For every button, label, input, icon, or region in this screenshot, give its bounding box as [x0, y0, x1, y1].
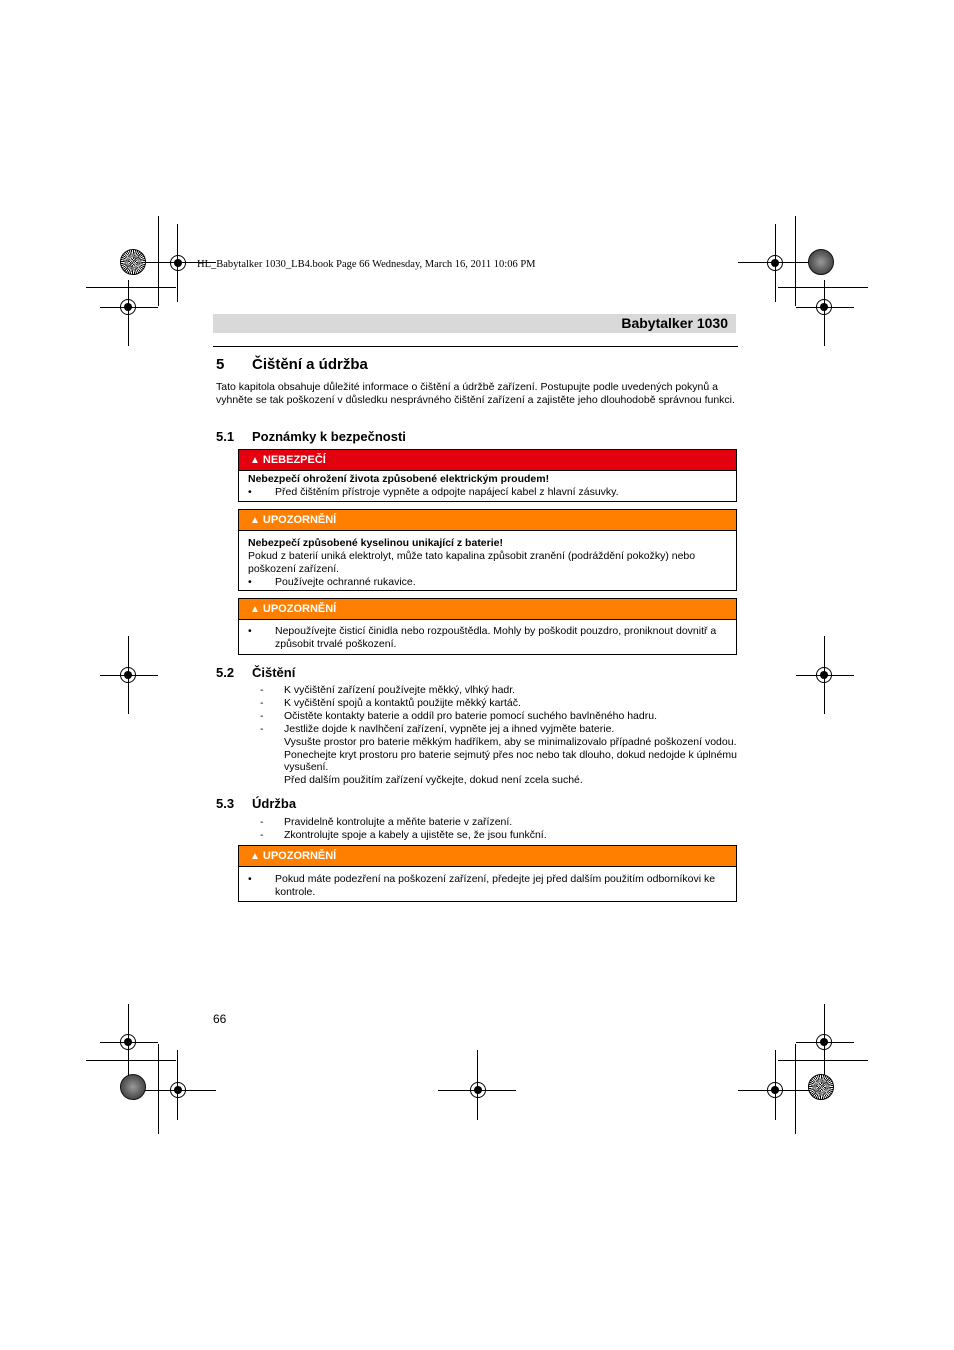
warning-header: ▲ UPOZORNĚNÍ: [239, 510, 736, 531]
list-item: • Nepoužívejte čisticí činidla nebo rozpouštědla. Mohly by poškodit pouzdro, proniknout dovnitř a způsobit trvalé poškození.: [248, 625, 717, 650]
warning-heading: Nebezpečí způsobené kyselinou unikající z baterie!: [248, 537, 503, 549]
list-item: • Pokud máte podezření na poškození zařízení, předejte jej před dalším použitím odborníkovi ke kontrole.: [248, 873, 716, 898]
warning-box: [238, 509, 737, 591]
warning-box: [238, 845, 737, 902]
warning-triangle-icon: ▲: [250, 455, 260, 466]
list-item: - Zkontrolujte spoje a kabely a ujistěte se, že jsou funkční.: [260, 828, 547, 841]
cleaning-list: [260, 684, 740, 787]
subsection-heading: 5.3 Údržba: [216, 796, 297, 811]
danger-heading: Nebezpečí ohrožení života způsobené elektrickým proudem!: [248, 473, 550, 485]
color-target-icon: [120, 249, 146, 275]
list-continuation: Ponechejte kryt prostoru pro baterie sejmutý přes noc nebo tak dlouho, dokud nedojde k úplnému vysušení.: [284, 748, 737, 774]
warning-triangle-icon: ▲: [250, 515, 260, 526]
warning-header: ▲ UPOZORNĚNÍ: [239, 599, 736, 620]
color-target-icon: [808, 1074, 834, 1100]
warning-triangle-icon: ▲: [250, 604, 260, 615]
header-divider: [213, 346, 738, 347]
subsection-heading: 5.2 Čištění: [216, 665, 296, 680]
subsection-heading: 5.1 Poznámky k bezpečnosti: [216, 429, 406, 444]
warning-header: ▲ UPOZORNĚNÍ: [239, 846, 736, 867]
intro-paragraph: Tato kapitola obsahuje důležité informace o čištění a údržbě zařízení. Postupujte podle uvedených pokynů a vyhněte se tak poškození v důsledku nesprávného čištění zařízení a zajistěte jeho dlouhodobě správnou funkci.: [216, 381, 735, 406]
warning-box: [238, 598, 737, 655]
list-item: • Před čištěním přístroje vypněte a odpojte napájecí kabel z hlavní zásuvky.: [248, 486, 619, 498]
list-item: - Jestliže dojde k navlhčení zařízení, vypněte jej a ihned vyjměte baterie.: [260, 722, 615, 735]
page-number: 66: [213, 1012, 227, 1026]
danger-box: [238, 449, 737, 502]
list-continuation: Před dalším použitím zařízení vyčkejte, dokud není zcela suché.: [284, 774, 583, 787]
list-item: - Pravidelně kontrolujte a měňte baterie v zařízení.: [260, 816, 513, 828]
section-heading: [216, 356, 368, 373]
color-target-icon: [808, 249, 834, 275]
list-continuation: Vysušte prostor pro baterie měkkým hadříkem, aby se minimalizovalo případné poškození vodou.: [284, 735, 737, 748]
list-item: - K vyčištění spojů a kontaktů použijte měkký kartáč.: [260, 696, 521, 709]
warning-triangle-icon: ▲: [250, 851, 260, 862]
danger-header: ▲ NEBEZPEČÍ: [239, 450, 736, 471]
section-number: 5: [216, 356, 225, 373]
maintenance-list: [260, 816, 740, 842]
color-target-icon: [120, 1074, 146, 1100]
list-item: • Používejte ochranné rukavice.: [248, 576, 416, 588]
warning-text: Pokud z baterií uniká elektrolyt, může tato kapalina způsobit zranění (podráždění pokožky) nebo poškození zařízení.: [248, 550, 696, 575]
running-header: [213, 314, 736, 333]
section-title: Čištění a údržba: [252, 356, 368, 373]
list-item: - Očistěte kontakty baterie a oddíl pro baterie pomocí suchého bavlněného hadru.: [260, 709, 657, 722]
list-item: - K vyčištění zařízení používejte měkký, vlhký hadr.: [260, 684, 516, 696]
header-title: Babytalker 1030: [621, 315, 728, 331]
print-slug: HL_Babytalker 1030_LB4.book Page 66 Wednesday, March 16, 2011 10:06 PM: [197, 259, 536, 270]
